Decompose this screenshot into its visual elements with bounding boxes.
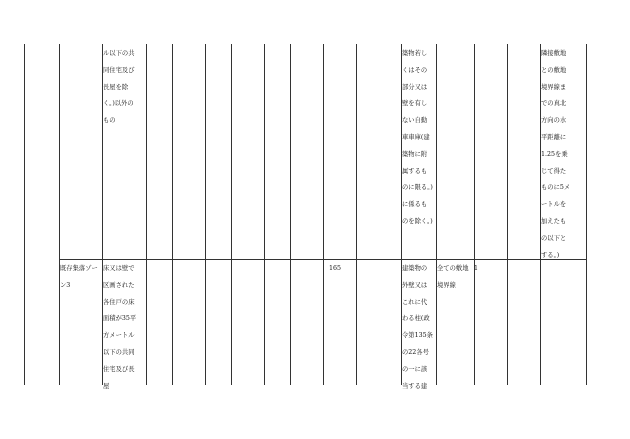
text-line: 方向の水 (541, 117, 567, 125)
row-divider (59, 259, 587, 260)
table-rule (205, 44, 206, 385)
table-rule (323, 44, 324, 385)
text-line: 同住宅及び (103, 66, 135, 74)
text-line: 既存集落ゾー (60, 265, 98, 272)
text-line: 車車庫(建 (402, 133, 430, 141)
text-line: もの (103, 117, 116, 125)
row2-col-n (474, 261, 478, 278)
text-line: の22各号 (402, 348, 429, 356)
text-line: これに代 (402, 298, 428, 306)
text-line: ない自動 (402, 117, 428, 125)
text-line: する。) (541, 251, 560, 259)
text-line: じて得た (541, 167, 567, 175)
text-line: く。)以外の (103, 100, 134, 108)
text-line: 1 (474, 265, 479, 272)
row2-value-165 (329, 261, 341, 278)
row1-col-q (541, 46, 570, 264)
table-rule (290, 44, 291, 385)
table-rule (264, 44, 265, 385)
text-line: わる柱(政 (402, 315, 430, 323)
table-rule (59, 44, 60, 385)
text-line: 屋 (103, 382, 110, 390)
text-line: の以下と (541, 234, 567, 242)
text-line: ン3 (60, 281, 71, 289)
text-line: ものに5メ (541, 184, 571, 192)
text-line: 全ての敷地 (437, 265, 469, 272)
text-line: ル以下の共 (103, 50, 135, 57)
text-line: に係るも (402, 201, 428, 209)
text-line: 築物若し (402, 50, 428, 57)
text-line: 以下の共同 (103, 348, 135, 356)
text-line: 建築物の (402, 265, 428, 272)
text-line: 境界線 (437, 281, 456, 289)
text-line: のを除く。) (402, 217, 433, 225)
table-rule (356, 44, 357, 385)
text-line: 壁を有し (402, 100, 428, 108)
table-rule (436, 44, 437, 385)
text-line: 築物に附 (402, 150, 428, 158)
text-line: 各住戸の床 (103, 298, 135, 306)
table-rule-left-outer (24, 44, 25, 385)
text-line: 属するも (402, 167, 428, 175)
table-rule (474, 44, 475, 385)
text-line: 床又は壁で (103, 265, 135, 272)
row2-col-l (402, 261, 433, 395)
text-line: 住宅及び長 (103, 365, 135, 373)
text-line: 隣接敷地 (541, 50, 567, 57)
table-rule (146, 44, 147, 385)
text-line: 平距離に (541, 133, 567, 141)
table-rule (507, 44, 508, 385)
text-line: 1.25を乗 (541, 150, 568, 158)
row1-col-c (103, 46, 134, 130)
row2-col-c (103, 261, 136, 395)
row2-zone (60, 261, 98, 295)
text-line: くはその (402, 66, 428, 74)
table-rule-right-outer (586, 44, 587, 385)
text-line: 部分又は (402, 83, 428, 91)
text-line: 令第135条 (402, 332, 433, 340)
text-line: 165 (329, 265, 342, 272)
row1-col-l (402, 46, 433, 231)
text-line: での真北 (541, 100, 567, 108)
text-line: 区画された (103, 281, 135, 289)
text-line: の一に該 (402, 365, 428, 373)
table-rule (172, 44, 173, 385)
text-line: 当する建 (402, 382, 428, 390)
text-line: 加えたも (541, 217, 567, 225)
text-line: 外壁又は (402, 281, 428, 289)
text-line: のに限る。) (402, 184, 433, 192)
text-line: 境界線ま (541, 83, 567, 91)
table-rule (231, 44, 232, 385)
text-line: 面積が35平 (103, 315, 137, 323)
text-line: との敷地 (541, 66, 567, 74)
text-line: 方メートル (103, 332, 135, 340)
row2-col-m (437, 261, 468, 295)
text-line: ートルを (541, 201, 567, 209)
text-line: 長屋を除 (103, 83, 129, 91)
